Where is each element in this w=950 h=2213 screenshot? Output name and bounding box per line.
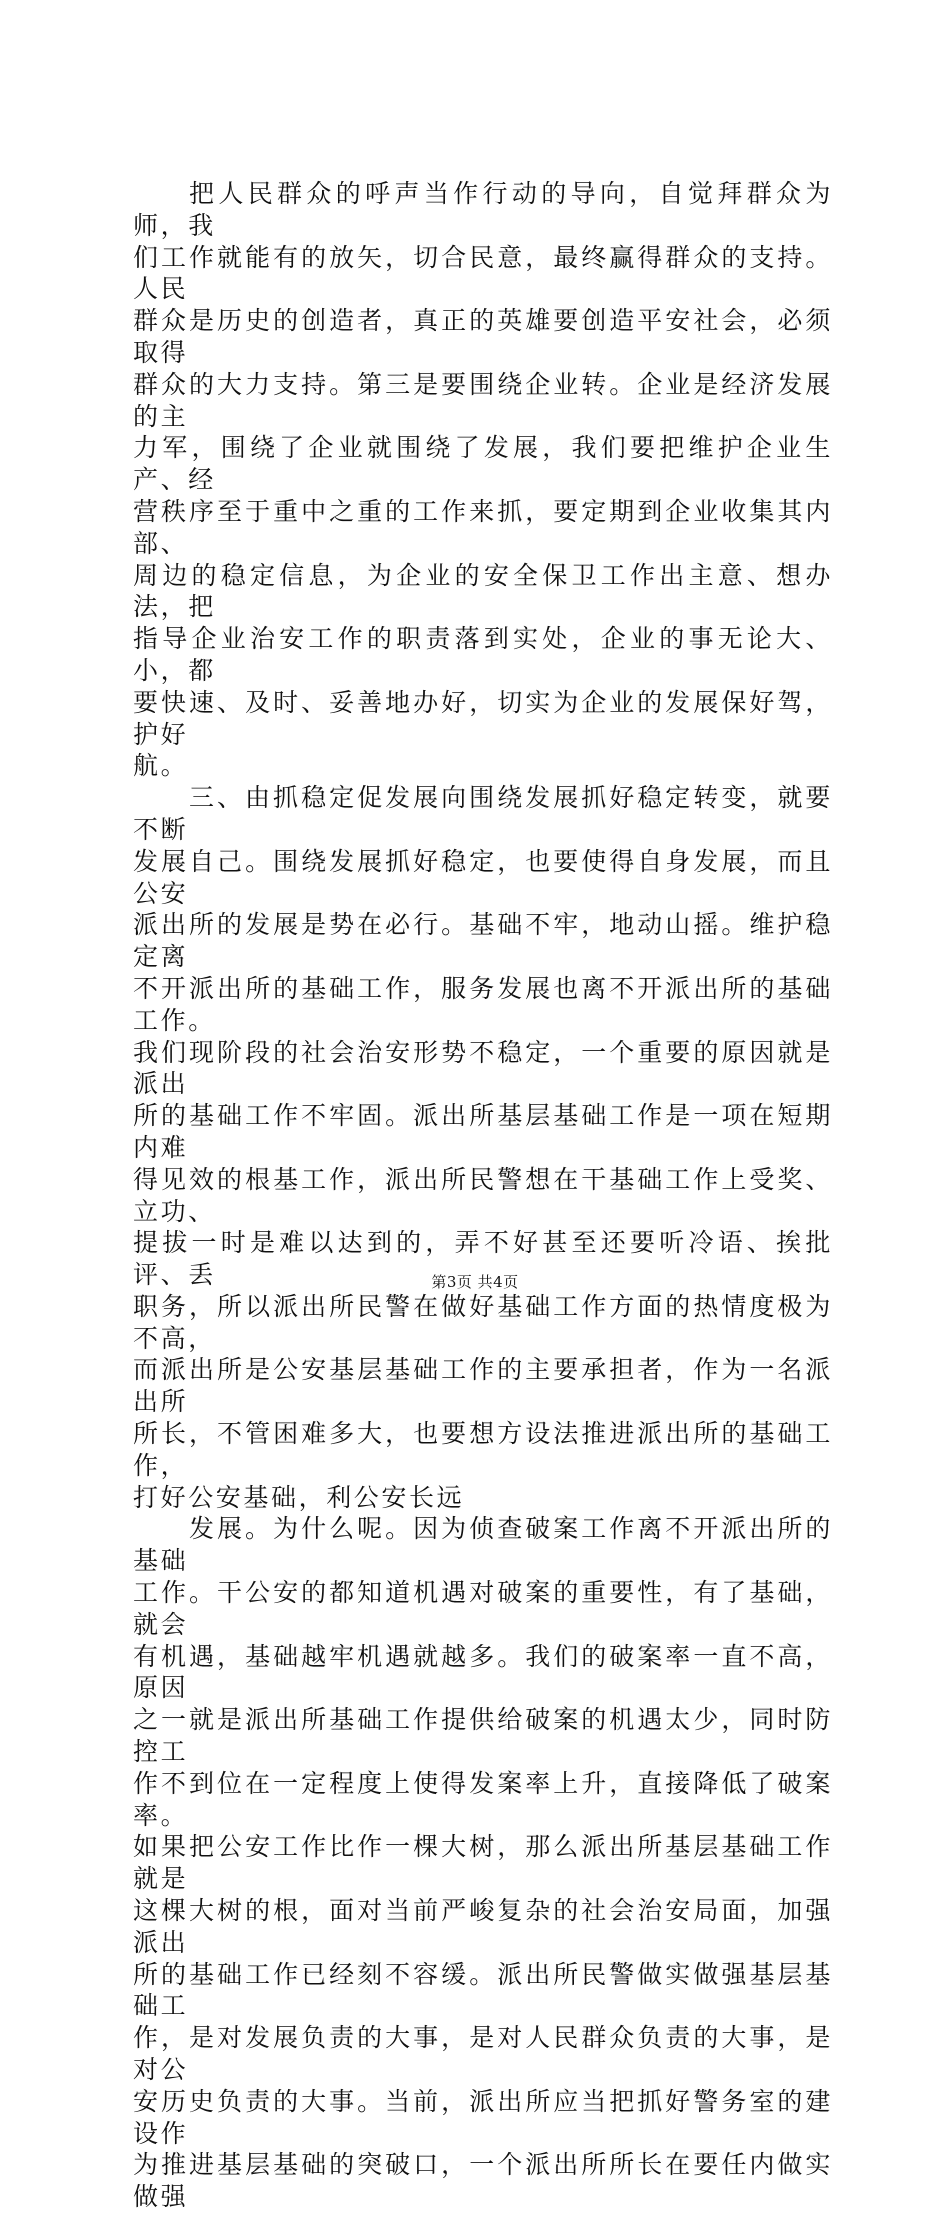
- document-body: [133, 178, 833, 2213]
- paragraph-1: 把人民群众的呼声当作行动的导向，自觉拜群众为师，我 们工作就能有的放矢，切合民意，最终赢得群众的支持。人民 群众是历史的创造者，真正的英雄要创造平安社会，必须取得 群众的大力支持。第三是要围绕企业转。企业是经济发展的主 力军，围绕了企业就围绕了发展，我们要把维护企业生产、经 营秩序至于重中之重的工作来抓，要定期到企业收集其内部、 周边的稳定信息，为企业的安全保卫工作出主意、想办法，把 指导企业治安工作的职责落到实处，企业的事无论大、小，都 要快速、及时、妥善地办好，切实为企业的发展保好驾，护好 航。: [133, 179, 833, 781]
- paragraph-2: 三、由抓稳定促发展向围绕发展抓好稳定转变，就要不断 发展自己。围绕发展抓好稳定，也要使得自身发展，而且公安 派出所的发展是势在必行。基础不牢，地动山摇。维护稳定离 不开派出所的基础工作，服务发展也离不开派出所的基础工作。 我们现阶段的社会治安形势不稳定，一个重要的原因就是派出 所的基础工作不牢固。派出所基层基础工作是一项在短期内难 得见效的根基工作，派出所民警想在干基础工作上受奖、立功、 提拔一时是难以达到的，弄不好甚至还要听冷语、挨批评、丢 职务，所以派出所民警在做好基础工作方面的热情度极为不高， 而派出所是公安基层基础工作的主要承担者，作为一名派出所 所长，不管困难多大，也要想方设法推进派出所的基础工作， 打好公安基础，利公安长远: [133, 783, 833, 1512]
- page-footer: 第3页 共4页: [431, 1273, 519, 1291]
- paragraph-3: 发展。为什么呢。因为侦查破案工作离不开派出所的基础 工作。干公安的都知道机遇对破案的重要性，有了基础，就会 有机遇，基础越牢机遇就越多。我们的破案率一直不高，原因 之一就是派出所基础工作提供给破案的机遇太少，同时防控工 作不到位在一定程度上使得发案率上升，直接降低了破案率。 如果把公安工作比作一棵大树，那么派出所基层基础工作就是 这棵大树的根，面对当前严峻复杂的社会治安局面，加强派出 所的基础工作已经刻不容缓。派出所民警做实做强基层基础工 作，是对发展负责的大事，是对人民群众负责的大事，是对公 安历史负责的大事。当前，派出所应当把抓好警务室的建设作 为推进基层基础的突破口，一个派出所所长在要任内做实做强: [133, 1514, 833, 2212]
